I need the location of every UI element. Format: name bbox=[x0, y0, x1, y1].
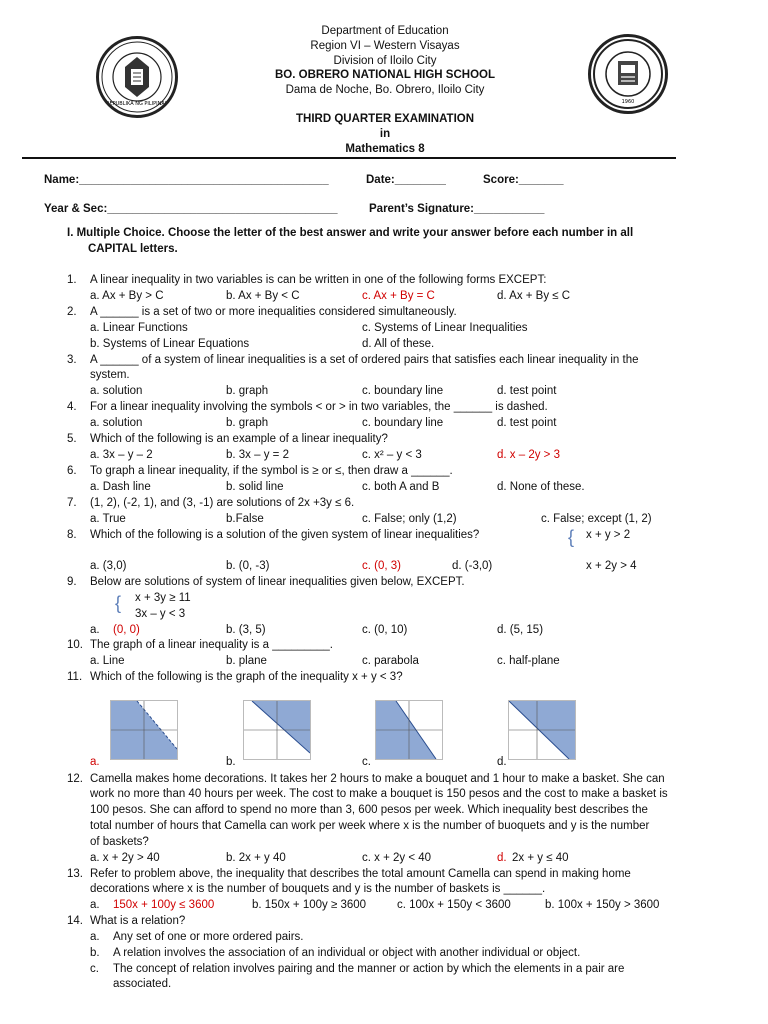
q1-option-b: b. Ax + By < C bbox=[226, 290, 300, 302]
q4-option-c: c. boundary line bbox=[362, 417, 444, 429]
q10-option-c: c. parabola bbox=[362, 655, 419, 667]
q10-option-d: c. half-plane bbox=[497, 655, 560, 667]
q1-number: 1. bbox=[67, 274, 77, 286]
q7-option-b: b.False bbox=[226, 513, 264, 525]
q12-line3: 100 pesos. She can afford to spend no more than 3, 600 pesos per week. Which inequality best describes the bbox=[90, 804, 648, 816]
q14-option-b-letter: b. bbox=[90, 947, 100, 959]
q7-option-d: c. False; except (1, 2) bbox=[541, 513, 652, 525]
q4-text: For a linear inequality involving the symbols < or > in two variables, the ______ is dashed. bbox=[90, 401, 548, 413]
dept-name: Department of Education bbox=[321, 25, 449, 37]
q13-option-b: b. 150x + 100y ≥ 3600 bbox=[252, 899, 367, 911]
instructions-line1: I. Multiple Choice. Choose the letter of the best answer and write your answer before each number in all bbox=[67, 227, 634, 239]
svg-text:1960: 1960 bbox=[621, 99, 635, 105]
q3-text: A ______ of a system of linear inequalities is a set of ordered pairs that satisfies each linear inequality in the bbox=[90, 354, 639, 366]
q9-option-d: d. (5, 15) bbox=[497, 624, 544, 636]
q3-option-b: b. graph bbox=[226, 385, 269, 397]
q11-graph-c bbox=[375, 700, 443, 760]
q14-option-a: Any set of one or more ordered pairs. bbox=[113, 931, 304, 943]
q4-option-a: a. solution bbox=[90, 417, 143, 429]
q1-text: A linear inequality in two variables is can be written in one of the following forms EXCEPT: bbox=[90, 274, 547, 286]
q9-option-a-letter: a. bbox=[90, 624, 100, 636]
q3-text-cont: system. bbox=[90, 369, 130, 381]
q13-option-a: 150x + 100y ≤ 3600 bbox=[113, 899, 215, 911]
q11-graph-b bbox=[243, 700, 311, 760]
deped-seal bbox=[96, 36, 178, 118]
q2-number: 2. bbox=[67, 306, 77, 318]
q9-text: Below are solutions of system of linear inequalities given below, EXCEPT. bbox=[90, 576, 465, 588]
subject-title: Mathematics 8 bbox=[345, 143, 425, 155]
q5-option-a: a. 3x – y – 2 bbox=[90, 449, 153, 461]
q6-number: 6. bbox=[67, 465, 77, 477]
q6-text: To graph a linear inequality, if the symbol is ≥ or ≤, then draw a ______. bbox=[90, 465, 453, 477]
q11-graph-a bbox=[110, 700, 178, 760]
q12-option-b: b. 2x + y 40 bbox=[226, 852, 286, 864]
q14-option-b: A relation involves the association of an individual or object with another individual or object. bbox=[113, 947, 581, 959]
q12-option-a: a. x + 2y > 40 bbox=[90, 852, 160, 864]
q4-number: 4. bbox=[67, 401, 77, 413]
instructions-line2: CAPITAL letters. bbox=[88, 243, 178, 255]
q5-text: Which of the following is an example of a linear inequality? bbox=[90, 433, 388, 445]
q12-line4: total number of hours that Camella can work per week where x is the number of buoquets and y is the number bbox=[90, 820, 650, 832]
q5-option-d: d. x – 2y > 3 bbox=[497, 449, 560, 461]
q12-line1: Camella makes home decorations. It takes her 2 hours to make a bouquet and 1 hour to make a basket. She can bbox=[90, 773, 665, 785]
q2-text: A ______ is a set of two or more inequalities considered simultaneously. bbox=[90, 306, 457, 318]
q1-option-c: c. Ax + By = C bbox=[362, 290, 435, 302]
date-field[interactable]: Date:________ bbox=[366, 174, 446, 186]
q10-number: 10. bbox=[67, 639, 83, 651]
q9-option-c: c. (0, 10) bbox=[362, 624, 408, 636]
q11-option-d: d. bbox=[497, 756, 507, 768]
q6-option-d: d. None of these. bbox=[497, 481, 585, 493]
q4-option-d: d. test point bbox=[497, 417, 557, 429]
q13-line2: decorations where x is the number of bouquets and y is the number of baskets is ______. bbox=[90, 883, 546, 895]
q8-number: 8. bbox=[67, 529, 77, 541]
q8-text: Which of the following is a solution of the given system of linear inequalities? bbox=[90, 529, 480, 541]
q10-text: The graph of a linear inequality is a _________. bbox=[90, 639, 333, 651]
exam-in: in bbox=[379, 128, 391, 140]
q14-option-c-cont: associated. bbox=[113, 978, 172, 990]
q12-line5: of baskets? bbox=[90, 836, 149, 848]
q11-number: 11. bbox=[67, 671, 83, 683]
q1-option-a: a. Ax + By > C bbox=[90, 290, 164, 302]
q13-option-c: c. 100x + 150y < 3600 bbox=[397, 899, 511, 911]
q14-text: What is a relation? bbox=[90, 915, 186, 927]
q2-option-b: b. Systems of Linear Equations bbox=[90, 338, 250, 350]
q7-text: (1, 2), (-2, 1), and (3, -1) are solutions of 2x +3y ≤ 6. bbox=[90, 497, 355, 509]
q10-option-a: a. Line bbox=[90, 655, 125, 667]
q5-option-b: b. 3x – y = 2 bbox=[226, 449, 289, 461]
q3-option-a: a. solution bbox=[90, 385, 143, 397]
q9-system-ineq-1: x + 3y ≥ 11 bbox=[135, 592, 191, 604]
q8-option-b: b. (0, -3) bbox=[226, 560, 270, 572]
year-sec-field[interactable]: Year & Sec:____________________________________ bbox=[44, 203, 338, 215]
q11-text: Which of the following is the graph of the inequality x + y < 3? bbox=[90, 671, 403, 683]
school-address: Dama de Noche, Bo. Obrero, Iloilo City bbox=[285, 84, 485, 96]
q12-number: 12. bbox=[67, 773, 83, 785]
q8-option-c: c. (0, 3) bbox=[362, 560, 401, 572]
region-name: Region VI – Western Visayas bbox=[310, 40, 460, 52]
q11-option-b: b. bbox=[226, 756, 236, 768]
q14-option-c: The concept of relation involves pairing and the manner or action by which the elements in a pair are bbox=[113, 963, 625, 975]
q12-line2: work no more than 40 hours per week. The cost to make a bouquet is 150 pesos and the cost to make a basket is bbox=[90, 788, 668, 800]
division-name: Division of Iloilo City bbox=[333, 55, 437, 67]
q9-option-a: (0, 0) bbox=[113, 624, 140, 636]
q8-system-ineq-2: x + 2y > 4 bbox=[586, 560, 637, 572]
q12-option-d: 2x + y ≤ 40 bbox=[512, 852, 569, 864]
q11-graph-d bbox=[508, 700, 576, 760]
q6-option-a: a. Dash line bbox=[90, 481, 151, 493]
q5-option-c: c. x² – y < 3 bbox=[362, 449, 422, 461]
name-field[interactable]: Name:_______________________________________ bbox=[44, 174, 329, 186]
q7-option-a: a. True bbox=[90, 513, 126, 525]
q2-option-d: d. All of these. bbox=[362, 338, 435, 350]
q8-system-ineq-1: x + y > 2 bbox=[586, 529, 631, 541]
q14-option-c-letter: c. bbox=[90, 963, 99, 975]
q14-number: 14. bbox=[67, 915, 83, 927]
svg-text:REPUBLIKA NG PILIPINAS: REPUBLIKA NG PILIPINAS bbox=[106, 101, 168, 107]
q7-option-c: c. False; only (1,2) bbox=[362, 513, 457, 525]
q3-option-c: c. boundary line bbox=[362, 385, 444, 397]
school-name: BO. OBRERO NATIONAL HIGH SCHOOL bbox=[275, 69, 495, 81]
q3-option-d: d. test point bbox=[497, 385, 557, 397]
q13-option-a-letter: a. bbox=[90, 899, 100, 911]
score-field[interactable]: Score:_______ bbox=[483, 174, 564, 186]
q1-option-d: d. Ax + By ≤ C bbox=[497, 290, 571, 302]
parent-signature-field[interactable]: Parent’s Signature:___________ bbox=[369, 203, 545, 215]
q8-option-a: a. (3,0) bbox=[90, 560, 127, 572]
q10-option-b: b. plane bbox=[226, 655, 267, 667]
q3-number: 3. bbox=[67, 354, 77, 366]
q5-number: 5. bbox=[67, 433, 77, 445]
q11-option-c: c. bbox=[362, 756, 371, 768]
q8-brace-icon: { bbox=[568, 527, 575, 547]
q9-number: 9. bbox=[67, 576, 77, 588]
q4-option-b: b. graph bbox=[226, 417, 269, 429]
q12-option-d-letter: d. bbox=[497, 852, 507, 864]
q13-line1: Refer to problem above, the inequality that describes the total amount Camella can spend in making home bbox=[90, 868, 631, 880]
school-seal bbox=[588, 34, 668, 114]
q9-brace-icon: { bbox=[115, 593, 122, 613]
q13-number: 13. bbox=[67, 868, 83, 880]
q6-option-c: c. both A and B bbox=[362, 481, 440, 493]
q9-option-b: b. (3, 5) bbox=[226, 624, 266, 636]
exam-title: THIRD QUARTER EXAMINATION bbox=[295, 113, 475, 125]
q12-option-c: c. x + 2y < 40 bbox=[362, 852, 432, 864]
q6-option-b: b. solid line bbox=[226, 481, 284, 493]
q9-system-ineq-2: 3x – y < 3 bbox=[135, 608, 186, 620]
q14-option-a-letter: a. bbox=[90, 931, 100, 943]
q2-option-a: a. Linear Functions bbox=[90, 322, 188, 334]
q13-option-d: b. 100x + 150y > 3600 bbox=[545, 899, 660, 911]
q2-option-c: c. Systems of Linear Inequalities bbox=[362, 322, 528, 334]
q11-option-a: a. bbox=[90, 756, 100, 768]
header-divider bbox=[22, 157, 676, 159]
q7-number: 7. bbox=[67, 497, 77, 509]
q8-option-d: d. (-3,0) bbox=[452, 560, 493, 572]
